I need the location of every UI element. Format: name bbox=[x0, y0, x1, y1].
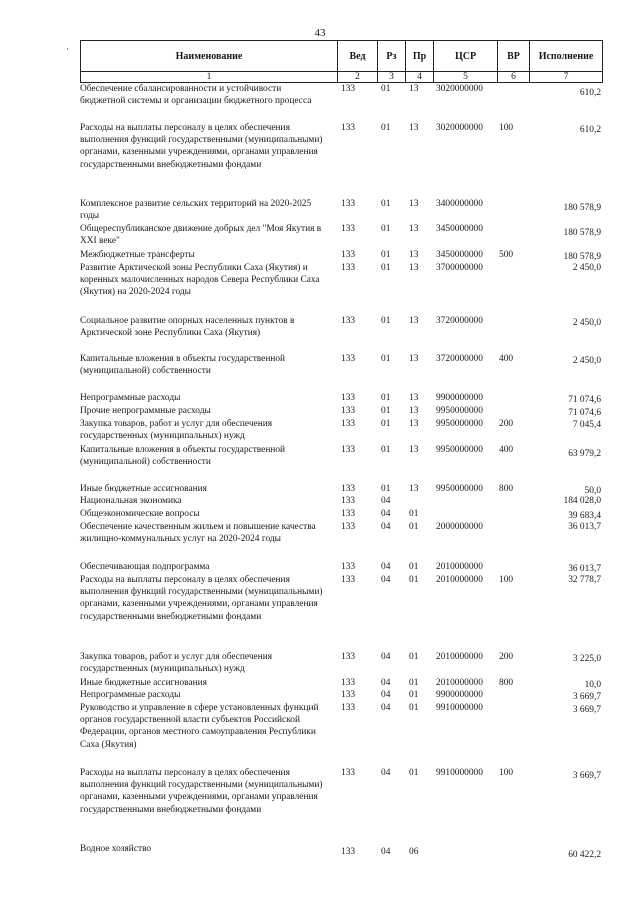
column-number: 1 bbox=[81, 72, 338, 83]
row-pr: 01 bbox=[409, 768, 419, 778]
row-rz: 04 bbox=[381, 768, 391, 778]
row-name: Расходы на выплаты персоналу в целях обеспечения выполнения функций государственными (муниципальными) органами, казенными учреждениями, органами управления государственными внебюджетными фондами bbox=[80, 768, 323, 815]
header-ved: Вед bbox=[338, 41, 378, 72]
row-ved: 133 bbox=[341, 199, 356, 209]
row-pr: 13 bbox=[409, 199, 419, 209]
row-ved: 133 bbox=[341, 768, 356, 778]
row-rz: 01 bbox=[381, 263, 391, 273]
row-ved: 133 bbox=[341, 123, 356, 133]
row-csr: 3720000000 bbox=[436, 316, 483, 326]
row-rz: 04 bbox=[381, 522, 391, 532]
row-name: Социальное развитие опорных населенных пунктов в Арктической зоне Республики Саха (Якутия) bbox=[80, 316, 295, 339]
row-csr: 2000000000 bbox=[436, 522, 483, 532]
row-vr: 200 bbox=[499, 652, 514, 662]
row-amount: 180 578,9 bbox=[563, 203, 601, 213]
row-vr: 800 bbox=[499, 678, 514, 688]
row-amount: 60 422,2 bbox=[568, 850, 601, 860]
row-name: Общереспубликанское движение добрых дел "Моя Якутия в XXI веке" bbox=[80, 224, 322, 247]
row-csr: 3020000000 bbox=[436, 84, 483, 94]
page-number: 43 bbox=[314, 27, 326, 39]
row-ved: 133 bbox=[341, 678, 356, 688]
row-pr: 13 bbox=[409, 263, 419, 273]
row-amount: 50,0 bbox=[584, 486, 601, 496]
row-csr: 2010000000 bbox=[436, 575, 483, 585]
row-csr: 3450000000 bbox=[436, 250, 483, 260]
row-csr: 9900000000 bbox=[436, 690, 483, 700]
row-amount: 71 074,6 bbox=[568, 408, 601, 418]
column-number: 6 bbox=[498, 72, 530, 83]
row-name: Иные бюджетные ассигнования bbox=[80, 484, 207, 494]
row-amount: 180 578,9 bbox=[563, 228, 601, 238]
row-amount: 71 074,6 bbox=[568, 395, 601, 405]
row-csr: 9910000000 bbox=[436, 768, 483, 778]
row-name: Развитие Арктической зоны Республики Саха (Якутия) и коренных малочисленных народов Севера Республики Саха (Якутия) на 2020-2024 годы bbox=[80, 263, 320, 298]
row-pr: 13 bbox=[409, 484, 419, 494]
row-name: Капитальные вложения в объекты государственной (муниципальной) собственности bbox=[80, 354, 286, 377]
row-ved: 133 bbox=[341, 562, 356, 572]
row-name: Комплексное развитие сельских территорий на 2020-2025 годы bbox=[80, 199, 312, 222]
row-csr: 9950000000 bbox=[436, 484, 483, 494]
column-number: 3 bbox=[378, 72, 406, 83]
row-ved: 133 bbox=[341, 847, 356, 857]
row-rz: 04 bbox=[381, 703, 391, 713]
column-number: 4 bbox=[406, 72, 434, 83]
row-pr: 13 bbox=[409, 84, 419, 94]
row-amount: 3 669,7 bbox=[572, 705, 601, 715]
row-ved: 133 bbox=[341, 703, 356, 713]
row-csr: 9950000000 bbox=[436, 445, 483, 455]
row-vr: 100 bbox=[499, 768, 514, 778]
row-name: Непрограммные расходы bbox=[80, 690, 181, 700]
row-name: Общеэкономические вопросы bbox=[80, 509, 200, 519]
row-ved: 133 bbox=[341, 406, 356, 416]
row-pr: 01 bbox=[409, 575, 419, 585]
row-vr: 200 bbox=[499, 419, 514, 429]
header-pr: Пр bbox=[406, 41, 434, 72]
row-ved: 133 bbox=[341, 496, 356, 506]
row-csr: 2010000000 bbox=[436, 652, 483, 662]
row-pr: 01 bbox=[409, 652, 419, 662]
row-csr: 9950000000 bbox=[436, 419, 483, 429]
row-name: Национальная экономика bbox=[80, 496, 182, 506]
row-name: Обеспечение качественным жильем и повышение качества жилищно-коммунальных услуг на 2020-2024 годы bbox=[80, 522, 316, 545]
row-ved: 133 bbox=[341, 575, 356, 585]
row-name: Обеспечение сбалансированности и устойчивости бюджетной системы и организации бюджетного процесса bbox=[80, 84, 312, 107]
row-ved: 133 bbox=[341, 419, 356, 429]
row-name: Закупка товаров, работ и услуг для обеспечения государственных (муниципальных) нужд bbox=[80, 419, 273, 442]
row-rz: 04 bbox=[381, 562, 391, 572]
row-name: Обеспечивающая подпрограмма bbox=[80, 562, 210, 572]
row-pr: 01 bbox=[409, 690, 419, 700]
row-csr: 2010000000 bbox=[436, 678, 483, 688]
row-rz: 01 bbox=[381, 393, 391, 403]
row-rz: 04 bbox=[381, 575, 391, 585]
row-amount: 7 045,4 bbox=[572, 420, 601, 430]
row-rz: 01 bbox=[381, 406, 391, 416]
row-name: Капитальные вложения в объекты государственной (муниципальной) собственности bbox=[80, 445, 286, 468]
row-csr: 9950000000 bbox=[436, 406, 483, 416]
row-ved: 133 bbox=[341, 445, 356, 455]
row-amount: 63 979,2 bbox=[568, 449, 601, 459]
row-vr: 800 bbox=[499, 484, 514, 494]
row-rz: 01 bbox=[381, 84, 391, 94]
row-name: Водное хозяйство bbox=[80, 844, 152, 854]
row-amount: 184 028,0 bbox=[563, 496, 601, 506]
row-rz: 04 bbox=[381, 678, 391, 688]
column-number: 2 bbox=[338, 72, 378, 83]
row-pr: 13 bbox=[409, 393, 419, 403]
row-vr: 400 bbox=[499, 354, 514, 364]
row-csr: 3400000000 bbox=[436, 199, 483, 209]
row-name: Закупка товаров, работ и услуг для обеспечения государственных (муниципальных) нужд bbox=[80, 652, 273, 675]
row-pr: 13 bbox=[409, 445, 419, 455]
row-pr: 01 bbox=[409, 678, 419, 688]
row-name: Прочие непрограммные расходы bbox=[80, 406, 211, 416]
row-amount: 36 013,7 bbox=[568, 564, 601, 574]
row-vr: 400 bbox=[499, 445, 514, 455]
row-csr: 3720000000 bbox=[436, 354, 483, 364]
row-rz: 04 bbox=[381, 496, 391, 506]
column-number: 7 bbox=[530, 72, 603, 83]
header-csr: ЦСР bbox=[434, 41, 498, 72]
row-amount: 3 669,7 bbox=[572, 771, 601, 781]
row-pr: 13 bbox=[409, 250, 419, 260]
row-ved: 133 bbox=[341, 84, 356, 94]
row-pr: 01 bbox=[409, 562, 419, 572]
row-csr: 9900000000 bbox=[436, 393, 483, 403]
row-rz: 04 bbox=[381, 690, 391, 700]
row-rz: 01 bbox=[381, 316, 391, 326]
row-rz: 04 bbox=[381, 847, 391, 857]
row-pr: 13 bbox=[409, 123, 419, 133]
row-csr: 3450000000 bbox=[436, 224, 483, 234]
row-rz: 01 bbox=[381, 354, 391, 364]
row-vr: 100 bbox=[499, 123, 514, 133]
row-rz: 01 bbox=[381, 224, 391, 234]
row-pr: 13 bbox=[409, 354, 419, 364]
row-csr: 9910000000 bbox=[436, 703, 483, 713]
row-rz: 01 bbox=[381, 419, 391, 429]
scan-mark: · bbox=[66, 44, 69, 54]
row-amount: 610,2 bbox=[579, 125, 601, 135]
row-name: Иные бюджетные ассигнования bbox=[80, 678, 207, 688]
row-rz: 01 bbox=[381, 250, 391, 260]
row-name: Руководство и управление в сфере установленных функций органов государственной власти субъектов Российской Федерации, органов местного самоуправления Республики Саха (Якутия) bbox=[80, 703, 319, 750]
row-rz: 04 bbox=[381, 509, 391, 519]
row-amount: 32 778,7 bbox=[568, 575, 601, 585]
row-rz: 01 bbox=[381, 445, 391, 455]
row-csr: 3700000000 bbox=[436, 263, 483, 273]
row-pr: 01 bbox=[409, 522, 419, 532]
row-ved: 133 bbox=[341, 484, 356, 494]
header-amount: Исполнение bbox=[530, 41, 603, 72]
row-amount: 2 450,0 bbox=[572, 263, 601, 273]
header-name: Наименование bbox=[81, 41, 338, 72]
row-amount: 36 013,7 bbox=[568, 522, 601, 532]
row-ved: 133 bbox=[341, 316, 356, 326]
row-ved: 133 bbox=[341, 393, 356, 403]
row-amount: 3 669,7 bbox=[572, 692, 601, 702]
row-csr: 3020000000 bbox=[436, 123, 483, 133]
row-ved: 133 bbox=[341, 509, 356, 519]
row-name: Расходы на выплаты персоналу в целях обеспечения выполнения функций государственными (муниципальными) органами, казенными учреждениями, органами управления государственными внебюджетными фондами bbox=[80, 123, 323, 170]
row-rz: 01 bbox=[381, 123, 391, 133]
row-amount: 610,2 bbox=[579, 88, 601, 98]
row-amount: 3 225,0 bbox=[572, 654, 601, 664]
row-ved: 133 bbox=[341, 522, 356, 532]
row-amount: 39 683,4 bbox=[568, 511, 601, 521]
row-pr: 06 bbox=[409, 847, 419, 857]
row-csr: 2010000000 bbox=[436, 562, 483, 572]
row-ved: 133 bbox=[341, 354, 356, 364]
row-pr: 13 bbox=[409, 224, 419, 234]
row-rz: 04 bbox=[381, 652, 391, 662]
row-rz: 01 bbox=[381, 484, 391, 494]
row-ved: 133 bbox=[341, 250, 356, 260]
row-name: Расходы на выплаты персоналу в целях обеспечения выполнения функций государственными (муниципальными) органами, казенными учреждениями, органами управления государственными внебюджетными фондами bbox=[80, 575, 323, 622]
row-amount: 180 578,9 bbox=[563, 252, 601, 262]
row-vr: 500 bbox=[499, 250, 514, 260]
row-pr: 01 bbox=[409, 703, 419, 713]
row-ved: 133 bbox=[341, 224, 356, 234]
row-amount: 2 450,0 bbox=[572, 356, 601, 366]
row-pr: 01 bbox=[409, 509, 419, 519]
row-name: Непрограммные расходы bbox=[80, 393, 181, 403]
row-name: Межбюджетные трансферты bbox=[80, 250, 195, 260]
row-ved: 133 bbox=[341, 652, 356, 662]
row-amount: 10,0 bbox=[584, 680, 601, 690]
header-vr: ВР bbox=[498, 41, 530, 72]
row-amount: 2 450,0 bbox=[572, 318, 601, 328]
row-pr: 13 bbox=[409, 419, 419, 429]
row-rz: 01 bbox=[381, 199, 391, 209]
row-vr: 100 bbox=[499, 575, 514, 585]
header-rz: Рз bbox=[378, 41, 406, 72]
row-pr: 13 bbox=[409, 316, 419, 326]
row-pr: 13 bbox=[409, 406, 419, 416]
row-ved: 133 bbox=[341, 690, 356, 700]
column-number: 5 bbox=[434, 72, 498, 83]
row-ved: 133 bbox=[341, 263, 356, 273]
